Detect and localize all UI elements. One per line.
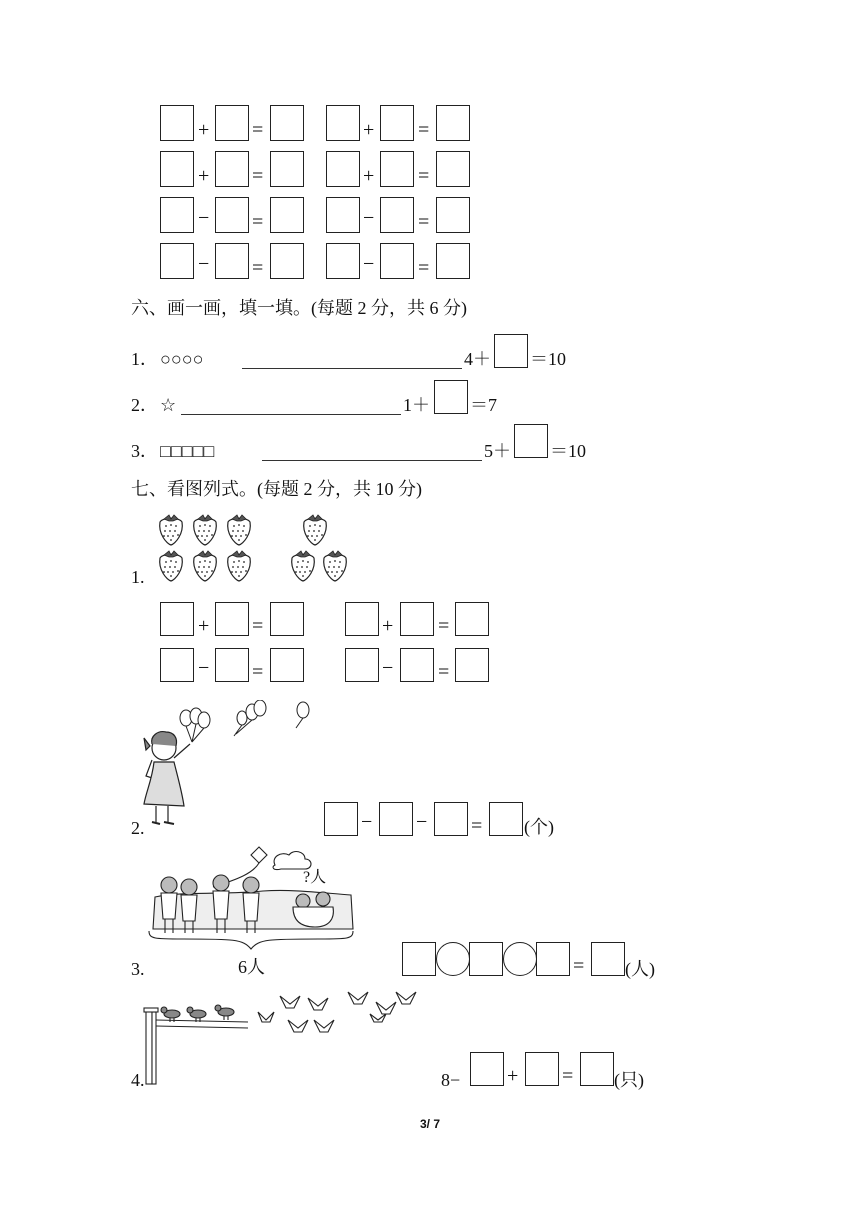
answer-box[interactable] (536, 942, 570, 976)
expression-suffix: ＝7 (470, 395, 497, 415)
answer-box[interactable] (160, 151, 194, 187)
answer-box[interactable] (326, 151, 360, 187)
equals-sign: = (573, 955, 585, 977)
minus-sign: − (198, 657, 210, 679)
answer-box[interactable] (434, 802, 468, 836)
answer-box[interactable] (400, 602, 434, 636)
answer-box[interactable] (436, 197, 470, 233)
expression-prefix: 1＋ (403, 395, 430, 415)
answer-box[interactable] (270, 197, 304, 233)
drawing-line[interactable] (181, 414, 401, 415)
equals-sign: = (252, 661, 264, 683)
birds-illustration (140, 990, 440, 1086)
answer-box[interactable] (160, 648, 194, 682)
answer-box[interactable] (494, 334, 528, 368)
answer-box[interactable] (402, 942, 436, 976)
answer-box[interactable] (380, 197, 414, 233)
answer-box[interactable] (326, 243, 360, 279)
minus-sign: − (363, 253, 375, 275)
answer-box[interactable] (215, 648, 249, 682)
plus-sign: + (507, 1065, 519, 1087)
minus-sign: − (361, 811, 373, 833)
equals-sign: = (438, 615, 450, 637)
equals-sign: = (252, 119, 264, 141)
expression-suffix: ＝10 (550, 441, 586, 461)
equals-sign: = (252, 257, 264, 279)
answer-box[interactable] (525, 1052, 559, 1086)
plus-sign: + (363, 165, 375, 187)
answer-box[interactable] (345, 648, 379, 682)
minus-sign: − (416, 811, 428, 833)
section7-heading: 七、看图列式。(每题 2 分，共 10 分) (131, 479, 422, 499)
item-number: 1． (131, 349, 158, 369)
answer-box[interactable] (455, 602, 489, 636)
unit-label: (人) (625, 959, 655, 979)
expression-prefix: 5＋ (484, 441, 511, 461)
item-number: 2． (131, 395, 158, 415)
answer-box[interactable] (270, 648, 304, 682)
answer-box[interactable] (436, 243, 470, 279)
answer-box[interactable] (215, 602, 249, 636)
equals-sign: = (418, 211, 430, 233)
question-number: 4. (131, 1070, 145, 1090)
plus-sign: + (382, 615, 394, 637)
plus-sign: + (363, 119, 375, 141)
minus-sign: − (382, 657, 394, 679)
plus-sign: + (198, 119, 210, 141)
equals-sign: = (252, 165, 264, 187)
answer-box[interactable] (270, 243, 304, 279)
plus-sign: + (198, 165, 210, 187)
answer-box[interactable] (436, 151, 470, 187)
answer-box[interactable] (436, 105, 470, 141)
question-number: 2. (131, 818, 145, 838)
minus-sign: − (198, 253, 210, 275)
square-shapes: □□□□□ (160, 441, 215, 461)
answer-box[interactable] (400, 648, 434, 682)
answer-box[interactable] (160, 602, 194, 636)
expression-suffix: ＝10 (530, 349, 566, 369)
answer-box[interactable] (345, 602, 379, 636)
answer-box[interactable] (326, 105, 360, 141)
brace-label: 6人 (238, 957, 265, 977)
strawberries-illustration (155, 512, 355, 584)
minus-sign: − (363, 207, 375, 229)
equals-sign: = (471, 815, 483, 837)
answer-box[interactable] (160, 197, 194, 233)
answer-box[interactable] (160, 243, 194, 279)
equals-sign: = (252, 211, 264, 233)
answer-box[interactable] (215, 243, 249, 279)
expression-prefix: 8− (441, 1070, 461, 1090)
plus-sign: + (198, 615, 210, 637)
equals-sign: = (418, 119, 430, 141)
answer-box[interactable] (215, 197, 249, 233)
equals-sign: = (438, 661, 450, 683)
children-kite-illustration (143, 845, 363, 957)
unit-label: (只) (614, 1070, 644, 1090)
minus-sign: − (198, 207, 210, 229)
answer-box[interactable] (580, 1052, 614, 1086)
answer-box[interactable] (215, 105, 249, 141)
answer-box[interactable] (215, 151, 249, 187)
answer-box[interactable] (379, 802, 413, 836)
equals-sign: = (418, 257, 430, 279)
answer-box[interactable] (434, 380, 468, 414)
answer-box[interactable] (380, 105, 414, 141)
question-number: 1. (131, 567, 145, 587)
answer-box[interactable] (489, 802, 523, 836)
answer-box[interactable] (591, 942, 625, 976)
answer-box[interactable] (160, 105, 194, 141)
star-shape: ☆ (160, 395, 177, 415)
girl-balloons-illustration (138, 700, 328, 835)
unit-label: (个) (524, 817, 554, 837)
operator-circle[interactable] (503, 942, 537, 976)
question-number: 3. (131, 959, 145, 979)
question-label: ?人 (303, 869, 327, 886)
item-number: 3． (131, 441, 158, 461)
page-number: 3/ 7 (420, 1117, 441, 1131)
equals-sign: = (252, 615, 264, 637)
section6-heading: 六、画一画，填一填。(每题 2 分，共 6 分) (131, 298, 467, 318)
answer-box[interactable] (469, 942, 503, 976)
answer-box[interactable] (270, 151, 304, 187)
equals-sign: = (418, 165, 430, 187)
answer-box[interactable] (514, 424, 548, 458)
answer-box[interactable] (455, 648, 489, 682)
circle-shapes: ○○○○ (160, 349, 204, 369)
operator-circle[interactable] (436, 942, 470, 976)
answer-box[interactable] (324, 802, 358, 836)
answer-box[interactable] (270, 602, 304, 636)
equals-sign: = (562, 1065, 574, 1087)
expression-prefix: 4＋ (464, 349, 491, 369)
answer-box[interactable] (380, 151, 414, 187)
answer-box[interactable] (380, 243, 414, 279)
drawing-line[interactable] (262, 460, 482, 461)
answer-box[interactable] (470, 1052, 504, 1086)
answer-box[interactable] (270, 105, 304, 141)
drawing-line[interactable] (242, 368, 462, 369)
answer-box[interactable] (326, 197, 360, 233)
